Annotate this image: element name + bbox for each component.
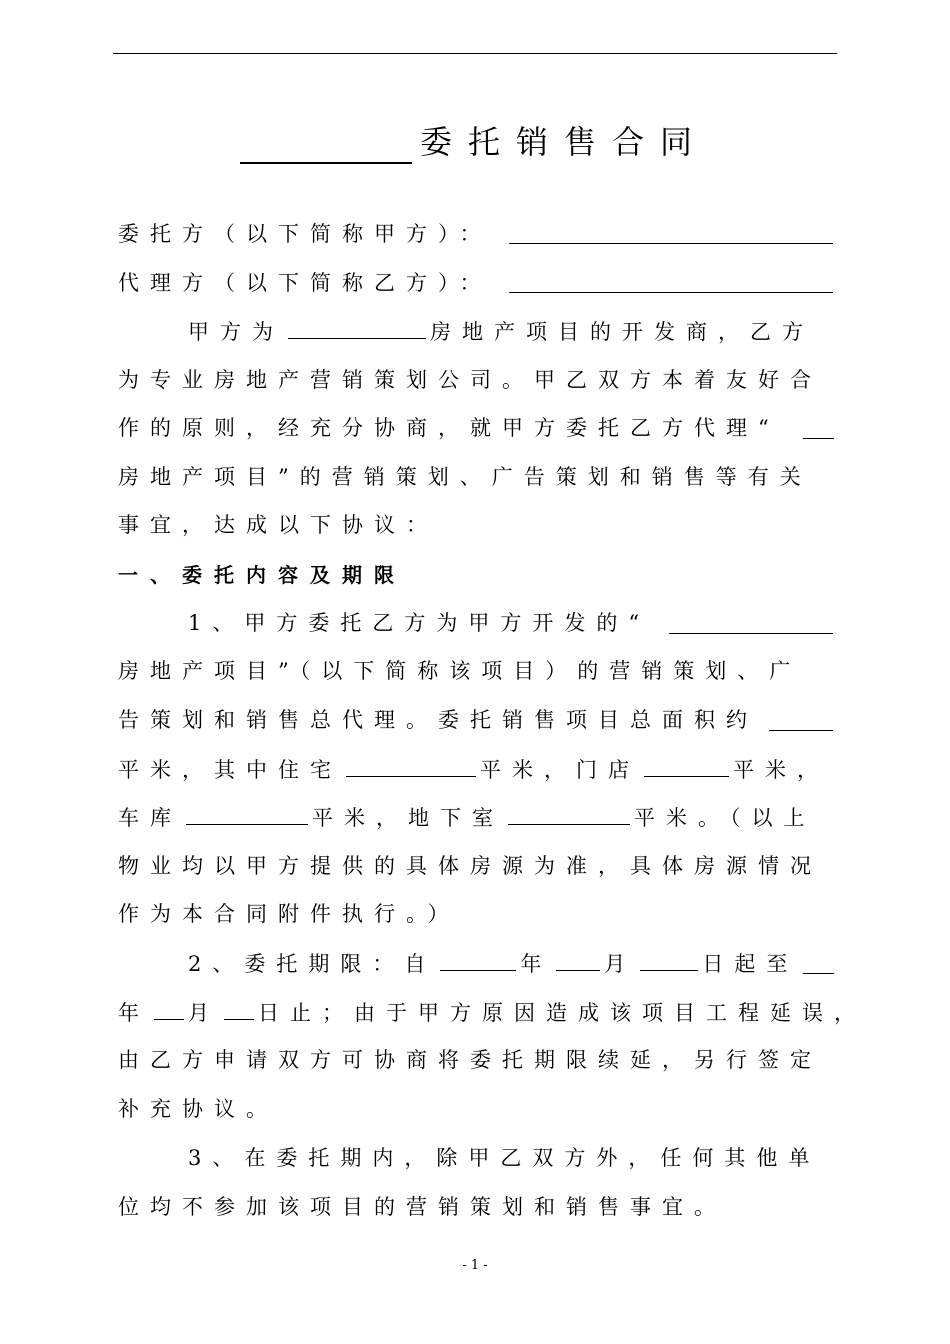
party-b-label: 代理方（以下简称乙方）：	[118, 271, 492, 295]
clause-3-line-1: 3、在委托期内，除甲乙双方外，任何其他单	[188, 1146, 821, 1170]
start-month-blank	[556, 948, 600, 971]
clause-1-line-4: 平米，其中住宅 平米，门店 平米，	[118, 754, 829, 785]
intro-line-4: 房地产项目”的营销策划、广告策划和销售等有关	[118, 465, 812, 489]
total-area-blank	[769, 730, 833, 731]
clause-1-line-6: 物业均以甲方提供的具体房源为准，具体房源情况	[118, 854, 822, 878]
garage-area-blank	[186, 802, 308, 825]
start-year-blank	[440, 948, 516, 971]
clause-1-line-5: 车库 平米，地下室 平米。（以上	[118, 802, 816, 833]
end-month-blank	[154, 997, 184, 1020]
clause-1-line-2: 房地产项目”（以下简称该项目）的营销策划、广	[118, 659, 802, 683]
clause-1-line-7: 作为本合同附件执行。）	[118, 902, 460, 926]
project-name-blank	[288, 316, 426, 339]
start-day-blank	[640, 948, 698, 971]
residential-area-blank	[346, 754, 476, 777]
section-1-heading: 一、委托内容及期限	[118, 563, 406, 587]
shop-area-blank	[644, 754, 729, 777]
party-b-blank	[509, 292, 833, 293]
intro-line-1: 甲方为 房地产项目的开发商，乙方	[188, 316, 814, 347]
clause-1-line-1: 1、甲方委托乙方为甲方开发的“	[188, 611, 651, 635]
clause-3-line-2: 位均不参加该项目的营销策划和销售事宜。	[118, 1195, 726, 1219]
header-rule	[113, 53, 837, 54]
clause-2-line-2: 年 月 日止；由于甲方原因造成该项目工程延误，	[118, 997, 866, 1028]
clause-2-line-1: 2、委托期限：自 年 月 日起至	[188, 948, 798, 979]
clause-1-project-blank	[669, 633, 833, 634]
document-title: 委托销售合同	[420, 123, 709, 161]
clause-2-line-3: 由乙方申请双方可协商将委托期限续延，另行签定	[118, 1048, 822, 1072]
project-blank-2	[803, 438, 834, 439]
intro-line-2: 为专业房地产营销策划公司。甲乙双方本着友好合	[118, 368, 822, 392]
title-row	[240, 112, 708, 164]
intro-line-3: 作的原则，经充分协商，就甲方委托乙方代理“	[118, 416, 780, 440]
title-blank	[240, 122, 412, 164]
page-number: - 1 -	[462, 1258, 488, 1273]
party-a-label: 委托方（以下简称甲方）：	[118, 222, 492, 246]
party-a-blank	[509, 243, 833, 244]
clause-1-line-3: 告策划和销售总代理。委托销售项目总面积约	[118, 708, 758, 732]
clause-2-line-4: 补充协议。	[118, 1097, 278, 1121]
end-day-blank	[224, 997, 254, 1020]
basement-area-blank	[508, 802, 630, 825]
intro-line-5: 事宜，达成以下协议：	[118, 513, 438, 537]
end-year-blank	[803, 973, 834, 974]
